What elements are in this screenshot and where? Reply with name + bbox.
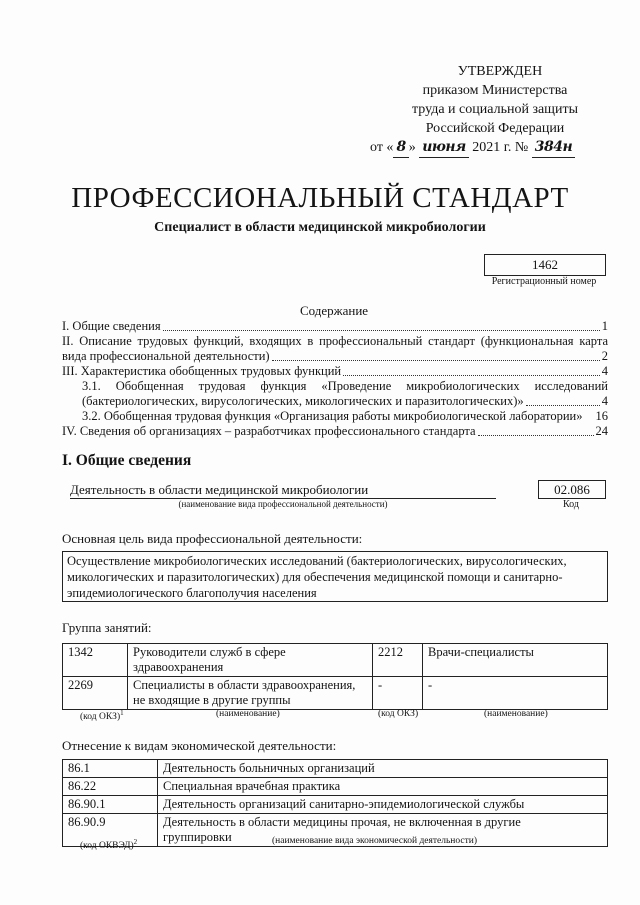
approval-line: Российской Федерации <box>425 121 565 136</box>
economic-label: Отнесение к видам экономической деятельности: <box>62 738 337 753</box>
toc-item-text: 3.2. Обобщенная трудовая функция «Организация работы микробиологической лаборатории» <box>82 409 583 423</box>
okved-code: 86.90.1 <box>63 796 158 814</box>
approval-line: приказом Министерства <box>422 83 568 98</box>
approval-line: труда и социальной защиты <box>412 102 578 117</box>
section-heading: I. Общие сведения <box>62 452 192 469</box>
date-quote: » <box>408 140 416 155</box>
toc-heading: Содержание <box>299 303 369 318</box>
toc-item[interactable] <box>62 364 608 379</box>
toc-item-text: II. Описание трудовых функций, входящих в профессиональный стандарт (функциональная карта <box>62 334 608 348</box>
table-row <box>63 760 608 778</box>
okz-code: - <box>373 677 423 710</box>
okved-caption: (код ОКВЭД)$^2$ <box>80 838 138 852</box>
okz-code: 2212 <box>373 644 423 677</box>
registration-number-box: 1462 <box>484 254 606 276</box>
toc-item-text: вида профессиональной деятельности) <box>62 349 270 363</box>
occupation-name: Руководители служб в сфере здравоохранения <box>128 644 373 677</box>
activity-code-caption: Код <box>563 499 579 510</box>
table-of-contents <box>62 319 608 439</box>
goal-label: Основная цель вида профессиональной деятельности: <box>62 531 363 546</box>
activity-caption: (наименование вида профессиональной деятельности) <box>178 499 388 509</box>
occupations-table <box>62 643 608 710</box>
activity-code: 02.086 <box>538 480 606 499</box>
okved-code: 86.90.9 <box>63 814 158 847</box>
okz-code: 1342 <box>63 644 128 677</box>
date-year: 2021 г. № <box>472 140 529 155</box>
okz-caption: (код ОКЗ) <box>378 709 419 719</box>
okved-table <box>62 759 608 847</box>
okved-name: Деятельность в области медицины прочая, не включенная в другие группировки <box>158 814 608 847</box>
toc-item-page: 24 <box>595 424 608 438</box>
name-caption: (наименование) <box>216 709 280 719</box>
okved-name: Деятельность больничных организаций <box>158 760 608 778</box>
name-caption: (наименование) <box>484 709 548 719</box>
date-day: 8 <box>393 138 408 158</box>
okz-code: 2269 <box>63 677 128 710</box>
occupation-name: Специалисты в области здравоохранения, не входящие в другие группы <box>128 677 373 710</box>
toc-item[interactable] <box>62 379 608 409</box>
toc-item-text: III. Характеристика обобщенных трудовых функций <box>62 364 342 378</box>
toc-item-page: 1 <box>601 319 608 333</box>
registration-number-label: Регистрационный номер <box>491 276 597 287</box>
table-row <box>63 796 608 814</box>
document-subtitle: Специалист в области медицинской микробиологии <box>154 220 486 235</box>
toc-item-text: (бактериологических, вирусологических, микологических и паразитологических)» <box>82 394 524 408</box>
toc-item-text: IV. Сведения об организациях – разработчиках профессионального стандарта <box>62 424 476 438</box>
toc-item-page: 4 <box>601 394 608 408</box>
toc-item[interactable] <box>62 409 608 424</box>
toc-item-page: 4 <box>601 364 608 378</box>
toc-item[interactable] <box>62 334 608 364</box>
table-row <box>63 677 608 710</box>
approval-block <box>370 62 620 158</box>
okz-caption: (код ОКЗ)$^1$ <box>80 709 124 723</box>
table-row <box>63 644 608 677</box>
toc-item[interactable] <box>62 319 608 334</box>
okved-name-caption: (наименование вида экономической деятельности) <box>272 836 477 846</box>
table-row <box>63 778 608 796</box>
activity-name: Деятельность в области медицинской микробиологии <box>70 482 496 499</box>
occupation-name: Врачи-специалисты <box>423 644 608 677</box>
document-title: ПРОФЕССИОНАЛЬНЫЙ СТАНДАРТ <box>71 182 569 214</box>
approval-title: УТВЕРЖДЕН <box>457 64 543 79</box>
approval-date-line <box>370 138 620 158</box>
occupation-name: - <box>423 677 608 710</box>
date-prefix: от « <box>370 140 394 155</box>
toc-item-page: 2 <box>601 349 608 363</box>
occupations-label: Группа занятий: <box>62 620 152 635</box>
goal-text: Осуществление микробиологических исследований (бактериологических, вирусологических, микологических и паразитологических) для обеспечения медицинской помощи и санитарно-эпидемиологического благополучия населения <box>62 551 608 602</box>
okved-name: Деятельность организаций санитарно-эпидемиологической службы <box>158 796 608 814</box>
okved-code: 86.1 <box>63 760 158 778</box>
toc-item-text: 3.1. Обобщенная трудовая функция «Проведение микробиологических исследований <box>82 379 608 393</box>
date-month: июня <box>419 138 469 158</box>
okved-code: 86.22 <box>63 778 158 796</box>
order-number: 384н <box>532 138 575 158</box>
okved-name: Специальная врачебная практика <box>158 778 608 796</box>
toc-item[interactable] <box>62 424 608 439</box>
toc-item-page: 16 <box>595 409 608 423</box>
toc-item-text: I. Общие сведения <box>62 319 161 333</box>
